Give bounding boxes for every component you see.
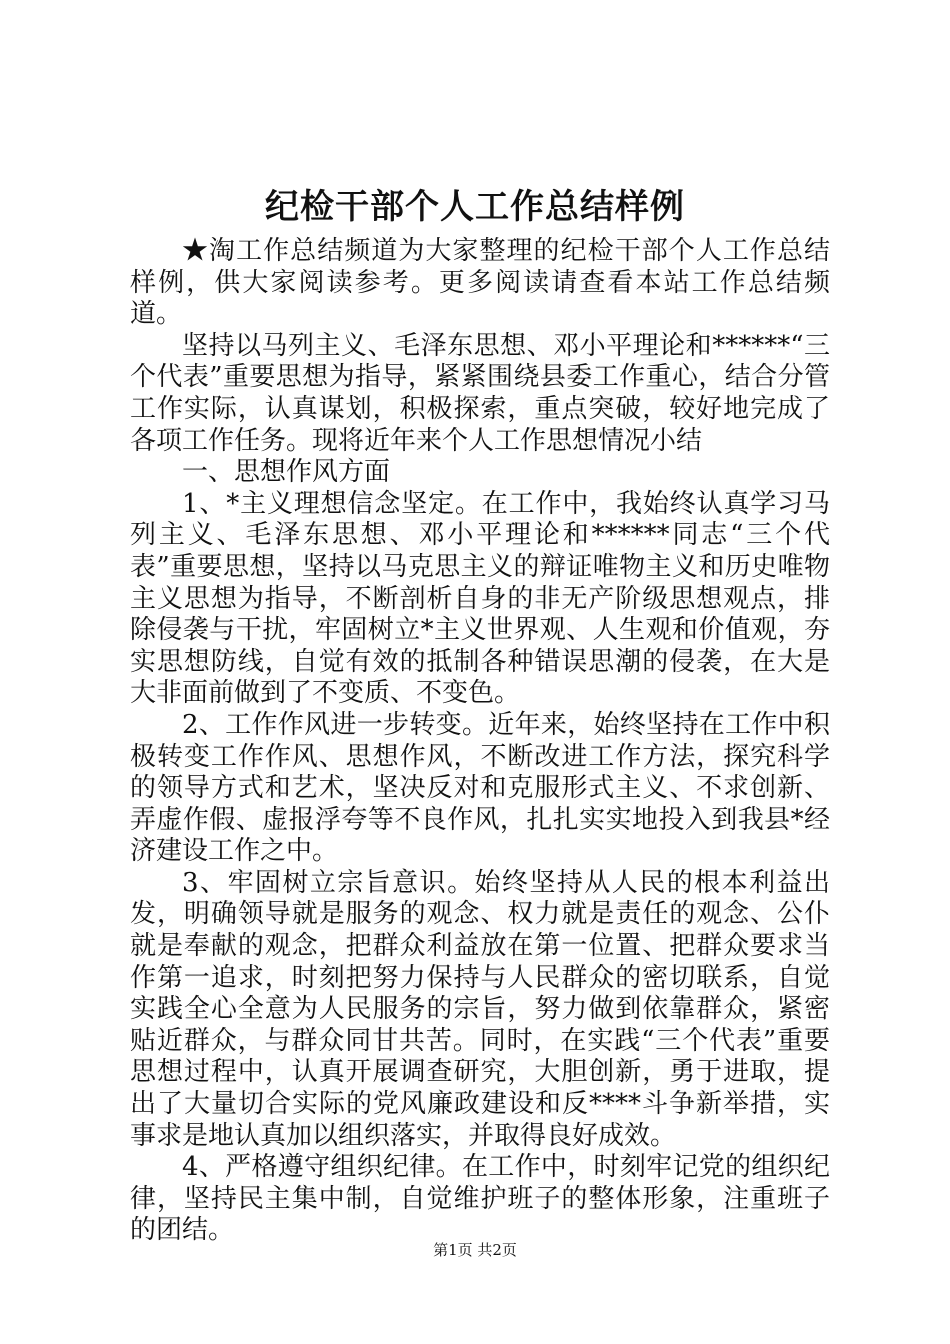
item-3-paragraph: 3、牢固树立宗旨意识。始终坚持从人民的根本利益出发，明确领导就是服务的观念、权力就是责任的观念、公仆就是奉献的观念，把群众利益放在第一位置、把群众要求当作第一追求，时刻把努力保持与人民群众的密切联系，自觉实践全心全意为人民服务的宗旨，努力做到依靠群众，紧密贴近群众，与群众同甘共苦。同时，在实践“三个代表”重要思想过程中，认真开展调查研究，大胆创新，勇于进取，提出了大量切合实际的党风廉政建设和反****斗争新举措，实事求是地认真加以组织落实，并取得良好成效。 bbox=[130, 867, 830, 1151]
intro-paragraph: ★淘工作总结频道为大家整理的纪检干部个人工作总结样例，供大家阅读参考。更多阅读请查看本站工作总结频道。 bbox=[130, 236, 830, 330]
document-title: 纪检干部个人工作总结样例 bbox=[265, 187, 685, 227]
document-body bbox=[130, 236, 830, 1247]
summary-paragraph: 坚持以马列主义、毛泽东思想、邓小平理论和******“三个代表”重要思想为指导，紧紧围绕县委工作重心，结合分管工作实际，认真谋划，积极探索，重点突破，较好地完成了各项工作任务。现将近年来个人工作思想情况小结 bbox=[130, 330, 830, 456]
item-1-paragraph: 1、*主义理想信念坚定。在工作中，我始终认真学习马列主义、毛泽东思想、邓小平理论和******同志“三个代表”重要思想，坚持以马克思主义的辩证唯物主义和历史唯物主义思想为指导，不断剖析自身的非无产阶级思想观点，排除侵袭与干扰，牢固树立*主义世界观、人生观和价值观，夯实思想防线，自觉有效的抵制各种错误思潮的侵袭，在大是大非面前做到了不变质、不变色。 bbox=[130, 488, 830, 709]
page-number-footer: 第1页 共2页 bbox=[433, 1241, 517, 1259]
item-4-paragraph: 4、严格遵守组织纪律。在工作中，时刻牢记党的组织纪律，坚持民主集中制，自觉维护班子的整体形象，注重班子的团结。 bbox=[130, 1152, 830, 1246]
item-2-paragraph: 2、工作作风进一步转变。近年来，始终坚持在工作中积极转变工作作风、思想作风，不断改进工作方法，探究科学的领导方式和艺术，坚决反对和克服形式主义、不求创新、弄虚作假、虚报浮夸等不良作风，扎扎实实地投入到我县*经济建设工作之中。 bbox=[130, 709, 830, 867]
section-heading: 一、思想作风方面 bbox=[182, 457, 391, 488]
